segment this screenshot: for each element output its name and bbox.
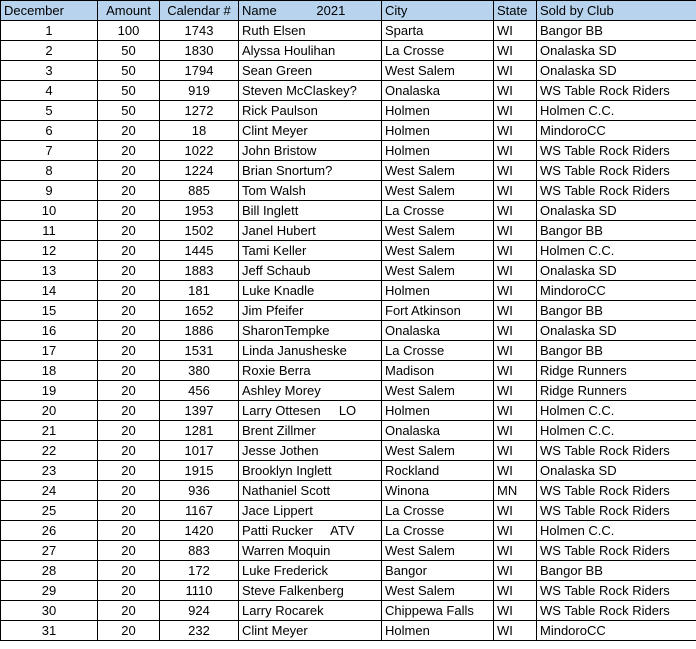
cell-day[interactable]: 8 <box>1 161 98 181</box>
table-row <box>1 601 696 621</box>
cell-day[interactable]: 12 <box>1 241 98 261</box>
cell-calendar-number[interactable]: 1397 <box>160 401 239 421</box>
cell-amount[interactable]: 20 <box>98 161 160 181</box>
cell-sold-by-club[interactable]: WS Table Rock Riders <box>537 501 696 521</box>
cell-sold-by-club[interactable]: Ridge Runners <box>537 381 696 401</box>
table-row <box>1 181 696 201</box>
cell-day[interactable]: 2 <box>1 41 98 61</box>
cell-amount[interactable]: 20 <box>98 601 160 621</box>
cell-calendar-number[interactable]: 1502 <box>160 221 239 241</box>
cell-sold-by-club[interactable]: Holmen C.C. <box>537 421 696 441</box>
cell-city[interactable]: Rockland <box>382 461 494 481</box>
cell-amount[interactable]: 20 <box>98 481 160 501</box>
cell-day[interactable]: 11 <box>1 221 98 241</box>
cell-day[interactable]: 4 <box>1 81 98 101</box>
table-row <box>1 441 696 461</box>
cell-city[interactable]: Holmen <box>382 121 494 141</box>
cell-amount[interactable]: 20 <box>98 381 160 401</box>
cell-day[interactable]: 29 <box>1 581 98 601</box>
cell-state[interactable]: WI <box>494 81 537 101</box>
cell-sold-by-club[interactable]: WS Table Rock Riders <box>537 441 696 461</box>
cell-day[interactable]: 16 <box>1 321 98 341</box>
cell-state[interactable]: WI <box>494 121 537 141</box>
cell-city[interactable]: Bangor <box>382 561 494 581</box>
cell-name[interactable]: Larry Rocarek <box>239 601 382 621</box>
cell-city[interactable]: West Salem <box>382 581 494 601</box>
cell-calendar-number[interactable]: 1420 <box>160 521 239 541</box>
cell-name[interactable]: Steven McClaskey? <box>239 81 382 101</box>
cell-state[interactable]: WI <box>494 41 537 61</box>
table-row <box>1 301 696 321</box>
cell-calendar-number[interactable]: 181 <box>160 281 239 301</box>
cell-city[interactable]: West Salem <box>382 221 494 241</box>
cell-sold-by-club[interactable]: Holmen C.C. <box>537 101 696 121</box>
cell-calendar-number[interactable]: 1224 <box>160 161 239 181</box>
cell-city[interactable]: Holmen <box>382 401 494 421</box>
cell-name[interactable]: Tami Keller <box>239 241 382 261</box>
cell-day[interactable]: 26 <box>1 521 98 541</box>
cell-name[interactable]: Brent Zillmer <box>239 421 382 441</box>
cell-amount[interactable]: 20 <box>98 401 160 421</box>
table-row <box>1 381 696 401</box>
cell-state[interactable]: WI <box>494 21 537 41</box>
cell-sold-by-club[interactable]: WS Table Rock Riders <box>537 181 696 201</box>
cell-day[interactable]: 18 <box>1 361 98 381</box>
cell-city[interactable]: West Salem <box>382 261 494 281</box>
table-row <box>1 421 696 441</box>
cell-calendar-number[interactable]: 885 <box>160 181 239 201</box>
cell-calendar-number[interactable]: 1743 <box>160 21 239 41</box>
cell-sold-by-club[interactable]: Holmen C.C. <box>537 401 696 421</box>
cell-amount[interactable]: 20 <box>98 341 160 361</box>
cell-city[interactable]: West Salem <box>382 241 494 261</box>
cell-sold-by-club[interactable]: Onalaska SD <box>537 261 696 281</box>
cell-sold-by-club[interactable]: Onalaska SD <box>537 201 696 221</box>
cell-calendar-number[interactable]: 456 <box>160 381 239 401</box>
cell-name[interactable]: Patti Rucker ATV <box>239 521 382 541</box>
cell-state[interactable]: WI <box>494 101 537 121</box>
header-state[interactable]: State <box>494 1 537 21</box>
cell-state[interactable]: WI <box>494 501 537 521</box>
cell-name[interactable]: Clint Meyer <box>239 121 382 141</box>
cell-sold-by-club[interactable]: MindoroCC <box>537 621 696 641</box>
cell-city[interactable]: La Crosse <box>382 521 494 541</box>
cell-city[interactable]: West Salem <box>382 181 494 201</box>
cell-state[interactable]: WI <box>494 461 537 481</box>
cell-city[interactable]: West Salem <box>382 161 494 181</box>
cell-city[interactable]: Holmen <box>382 141 494 161</box>
cell-amount[interactable]: 20 <box>98 281 160 301</box>
cell-sold-by-club[interactable]: MindoroCC <box>537 121 696 141</box>
cell-amount[interactable]: 20 <box>98 361 160 381</box>
cell-sold-by-club[interactable]: Bangor BB <box>537 301 696 321</box>
cell-amount[interactable]: 20 <box>98 261 160 281</box>
cell-amount[interactable]: 20 <box>98 441 160 461</box>
cell-state[interactable]: WI <box>494 61 537 81</box>
cell-day[interactable]: 13 <box>1 261 98 281</box>
cell-name[interactable]: Brooklyn Inglett <box>239 461 382 481</box>
cell-day[interactable]: 21 <box>1 421 98 441</box>
cell-day[interactable]: 27 <box>1 541 98 561</box>
cell-calendar-number[interactable]: 936 <box>160 481 239 501</box>
cell-state[interactable]: WI <box>494 441 537 461</box>
cell-name[interactable]: Steve Falkenberg <box>239 581 382 601</box>
cell-day[interactable]: 1 <box>1 21 98 41</box>
table-row <box>1 281 696 301</box>
cell-sold-by-club[interactable]: WS Table Rock Riders <box>537 581 696 601</box>
cell-name[interactable]: Roxie Berra <box>239 361 382 381</box>
header-row <box>1 1 696 21</box>
table-row <box>1 221 696 241</box>
cell-state[interactable]: WI <box>494 141 537 161</box>
cell-state[interactable]: WI <box>494 161 537 181</box>
cell-calendar-number[interactable]: 919 <box>160 81 239 101</box>
header-calendar-number[interactable]: Calendar # <box>160 1 239 21</box>
cell-name[interactable]: Luke Knadle <box>239 281 382 301</box>
cell-city[interactable]: West Salem <box>382 61 494 81</box>
cell-day[interactable]: 31 <box>1 621 98 641</box>
cell-sold-by-club[interactable]: WS Table Rock Riders <box>537 141 696 161</box>
table-row <box>1 521 696 541</box>
cell-amount[interactable]: 20 <box>98 521 160 541</box>
cell-sold-by-club[interactable]: Bangor BB <box>537 561 696 581</box>
table-body <box>1 21 696 641</box>
header-city[interactable]: City <box>382 1 494 21</box>
cell-city[interactable]: Holmen <box>382 101 494 121</box>
table-row <box>1 81 696 101</box>
cell-day[interactable]: 23 <box>1 461 98 481</box>
cell-amount[interactable]: 20 <box>98 561 160 581</box>
cell-sold-by-club[interactable]: Onalaska SD <box>537 321 696 341</box>
cell-amount[interactable]: 50 <box>98 61 160 81</box>
cell-sold-by-club[interactable]: WS Table Rock Riders <box>537 481 696 501</box>
cell-state[interactable]: WI <box>494 361 537 381</box>
cell-state[interactable]: WI <box>494 281 537 301</box>
cell-day[interactable]: 9 <box>1 181 98 201</box>
cell-name[interactable]: Larry Ottesen LO <box>239 401 382 421</box>
cell-state[interactable]: WI <box>494 241 537 261</box>
cell-amount[interactable]: 20 <box>98 321 160 341</box>
cell-city[interactable]: La Crosse <box>382 501 494 521</box>
cell-day[interactable]: 28 <box>1 561 98 581</box>
cell-amount[interactable]: 50 <box>98 41 160 61</box>
cell-state[interactable]: MN <box>494 481 537 501</box>
cell-state[interactable]: WI <box>494 561 537 581</box>
cell-city[interactable]: La Crosse <box>382 201 494 221</box>
table-row <box>1 241 696 261</box>
cell-sold-by-club[interactable]: Bangor BB <box>537 341 696 361</box>
cell-amount[interactable]: 50 <box>98 81 160 101</box>
cell-state[interactable]: WI <box>494 541 537 561</box>
cell-day[interactable]: 20 <box>1 401 98 421</box>
cell-city[interactable]: La Crosse <box>382 41 494 61</box>
cell-sold-by-club[interactable]: MindoroCC <box>537 281 696 301</box>
cell-amount[interactable]: 20 <box>98 181 160 201</box>
cell-calendar-number[interactable]: 1883 <box>160 261 239 281</box>
cell-name[interactable]: Bill Inglett <box>239 201 382 221</box>
cell-name[interactable]: Jesse Jothen <box>239 441 382 461</box>
cell-day[interactable]: 5 <box>1 101 98 121</box>
cell-city[interactable]: Madison <box>382 361 494 381</box>
cell-calendar-number[interactable]: 1167 <box>160 501 239 521</box>
cell-state[interactable]: WI <box>494 401 537 421</box>
cell-name[interactable]: Linda Janusheske <box>239 341 382 361</box>
cell-calendar-number[interactable]: 172 <box>160 561 239 581</box>
cell-amount[interactable]: 100 <box>98 21 160 41</box>
cell-city[interactable]: Winona <box>382 481 494 501</box>
cell-sold-by-club[interactable]: Bangor BB <box>537 221 696 241</box>
cell-amount[interactable]: 20 <box>98 221 160 241</box>
cell-name[interactable]: Sean Green <box>239 61 382 81</box>
cell-name[interactable]: Jace Lippert <box>239 501 382 521</box>
cell-city[interactable]: West Salem <box>382 541 494 561</box>
cell-calendar-number[interactable]: 1794 <box>160 61 239 81</box>
cell-name[interactable]: Luke Frederick <box>239 561 382 581</box>
cell-calendar-number[interactable]: 1022 <box>160 141 239 161</box>
cell-city[interactable]: Chippewa Falls <box>382 601 494 621</box>
cell-state[interactable]: WI <box>494 301 537 321</box>
header-sold-by-club[interactable]: Sold by Club <box>537 1 696 21</box>
cell-calendar-number[interactable]: 1915 <box>160 461 239 481</box>
table-row <box>1 501 696 521</box>
cell-state[interactable]: WI <box>494 321 537 341</box>
cell-amount[interactable]: 20 <box>98 621 160 641</box>
cell-city[interactable]: La Crosse <box>382 341 494 361</box>
cell-amount[interactable]: 20 <box>98 141 160 161</box>
cell-state[interactable]: WI <box>494 421 537 441</box>
cell-day[interactable]: 14 <box>1 281 98 301</box>
cell-sold-by-club[interactable]: WS Table Rock Riders <box>537 81 696 101</box>
cell-name[interactable]: Alyssa Houlihan <box>239 41 382 61</box>
cell-day[interactable]: 25 <box>1 501 98 521</box>
cell-amount[interactable]: 20 <box>98 241 160 261</box>
cell-calendar-number[interactable]: 1017 <box>160 441 239 461</box>
cell-calendar-number[interactable]: 232 <box>160 621 239 641</box>
cell-city[interactable]: Holmen <box>382 621 494 641</box>
cell-day[interactable]: 3 <box>1 61 98 81</box>
cell-name[interactable]: Clint Meyer <box>239 621 382 641</box>
cell-city[interactable]: West Salem <box>382 381 494 401</box>
table-row <box>1 401 696 421</box>
cell-state[interactable]: WI <box>494 261 537 281</box>
table-row <box>1 261 696 281</box>
cell-calendar-number[interactable]: 1886 <box>160 321 239 341</box>
table-row <box>1 561 696 581</box>
cell-day[interactable]: 22 <box>1 441 98 461</box>
cell-calendar-number[interactable]: 1281 <box>160 421 239 441</box>
table-row <box>1 621 696 641</box>
cell-sold-by-club[interactable]: WS Table Rock Riders <box>537 541 696 561</box>
cell-name[interactable]: Tom Walsh <box>239 181 382 201</box>
table-row <box>1 341 696 361</box>
table-row <box>1 61 696 81</box>
cell-city[interactable]: Sparta <box>382 21 494 41</box>
cell-sold-by-club[interactable]: WS Table Rock Riders <box>537 601 696 621</box>
cell-state[interactable]: WI <box>494 581 537 601</box>
table-row <box>1 121 696 141</box>
cell-amount[interactable]: 20 <box>98 421 160 441</box>
cell-city[interactable]: Holmen <box>382 281 494 301</box>
cell-sold-by-club[interactable]: Bangor BB <box>537 21 696 41</box>
cell-name[interactable]: Warren Moquin <box>239 541 382 561</box>
table-row <box>1 21 696 41</box>
cell-name[interactable]: Brian Snortum? <box>239 161 382 181</box>
cell-name[interactable]: SharonTempke <box>239 321 382 341</box>
table-row <box>1 541 696 561</box>
cell-city[interactable]: Fort Atkinson <box>382 301 494 321</box>
cell-day[interactable]: 17 <box>1 341 98 361</box>
cell-calendar-number[interactable]: 1830 <box>160 41 239 61</box>
cell-calendar-number[interactable]: 1110 <box>160 581 239 601</box>
cell-sold-by-club[interactable]: Onalaska SD <box>537 461 696 481</box>
cell-sold-by-club[interactable]: Ridge Runners <box>537 361 696 381</box>
cell-amount[interactable]: 20 <box>98 461 160 481</box>
header-name[interactable]: Name 2021 <box>239 1 382 21</box>
cell-state[interactable]: WI <box>494 341 537 361</box>
table-row <box>1 321 696 341</box>
cell-amount[interactable]: 20 <box>98 501 160 521</box>
cell-sold-by-club[interactable]: Holmen C.C. <box>537 521 696 541</box>
cell-day[interactable]: 10 <box>1 201 98 221</box>
cell-calendar-number[interactable]: 18 <box>160 121 239 141</box>
cell-day[interactable]: 24 <box>1 481 98 501</box>
cell-city[interactable]: Onalaska <box>382 81 494 101</box>
cell-day[interactable]: 19 <box>1 381 98 401</box>
table-row <box>1 41 696 61</box>
cell-city[interactable]: West Salem <box>382 441 494 461</box>
header-amount[interactable]: Amount <box>98 1 160 21</box>
cell-calendar-number[interactable]: 1531 <box>160 341 239 361</box>
cell-state[interactable]: WI <box>494 381 537 401</box>
cell-sold-by-club[interactable]: Onalaska SD <box>537 41 696 61</box>
cell-state[interactable]: WI <box>494 221 537 241</box>
cell-amount[interactable]: 20 <box>98 121 160 141</box>
table-row <box>1 481 696 501</box>
cell-name[interactable]: Jim Pfeifer <box>239 301 382 321</box>
cell-calendar-number[interactable]: 1652 <box>160 301 239 321</box>
cell-day[interactable]: 6 <box>1 121 98 141</box>
cell-state[interactable]: WI <box>494 201 537 221</box>
cell-amount[interactable]: 50 <box>98 101 160 121</box>
cell-amount[interactable]: 20 <box>98 541 160 561</box>
table-row <box>1 141 696 161</box>
table-row <box>1 361 696 381</box>
cell-name[interactable]: John Bristow <box>239 141 382 161</box>
cell-calendar-number[interactable]: 380 <box>160 361 239 381</box>
cell-name[interactable]: Ruth Elsen <box>239 21 382 41</box>
cell-name[interactable]: Janel Hubert <box>239 221 382 241</box>
table-row <box>1 161 696 181</box>
table-row <box>1 101 696 121</box>
cell-name[interactable]: Jeff Schaub <box>239 261 382 281</box>
cell-day[interactable]: 30 <box>1 601 98 621</box>
table-row <box>1 461 696 481</box>
cell-name[interactable]: Rick Paulson <box>239 101 382 121</box>
cell-calendar-number[interactable]: 924 <box>160 601 239 621</box>
cell-state[interactable]: WI <box>494 181 537 201</box>
cell-calendar-number[interactable]: 1272 <box>160 101 239 121</box>
cell-state[interactable]: WI <box>494 621 537 641</box>
cell-calendar-number[interactable]: 1445 <box>160 241 239 261</box>
header-december[interactable]: December <box>1 1 98 21</box>
cell-amount[interactable]: 20 <box>98 201 160 221</box>
cell-sold-by-club[interactable]: WS Table Rock Riders <box>537 161 696 181</box>
cell-state[interactable]: WI <box>494 521 537 541</box>
table-row <box>1 201 696 221</box>
cell-city[interactable]: Onalaska <box>382 421 494 441</box>
cell-calendar-number[interactable]: 1953 <box>160 201 239 221</box>
cell-sold-by-club[interactable]: Onalaska SD <box>537 61 696 81</box>
cell-city[interactable]: Onalaska <box>382 321 494 341</box>
cell-day[interactable]: 15 <box>1 301 98 321</box>
cell-name[interactable]: Ashley Morey <box>239 381 382 401</box>
cell-amount[interactable]: 20 <box>98 581 160 601</box>
cell-calendar-number[interactable]: 883 <box>160 541 239 561</box>
cell-amount[interactable]: 20 <box>98 301 160 321</box>
table-row <box>1 581 696 601</box>
cell-sold-by-club[interactable]: Holmen C.C. <box>537 241 696 261</box>
cell-state[interactable]: WI <box>494 601 537 621</box>
cell-day[interactable]: 7 <box>1 141 98 161</box>
cell-name[interactable]: Nathaniel Scott <box>239 481 382 501</box>
